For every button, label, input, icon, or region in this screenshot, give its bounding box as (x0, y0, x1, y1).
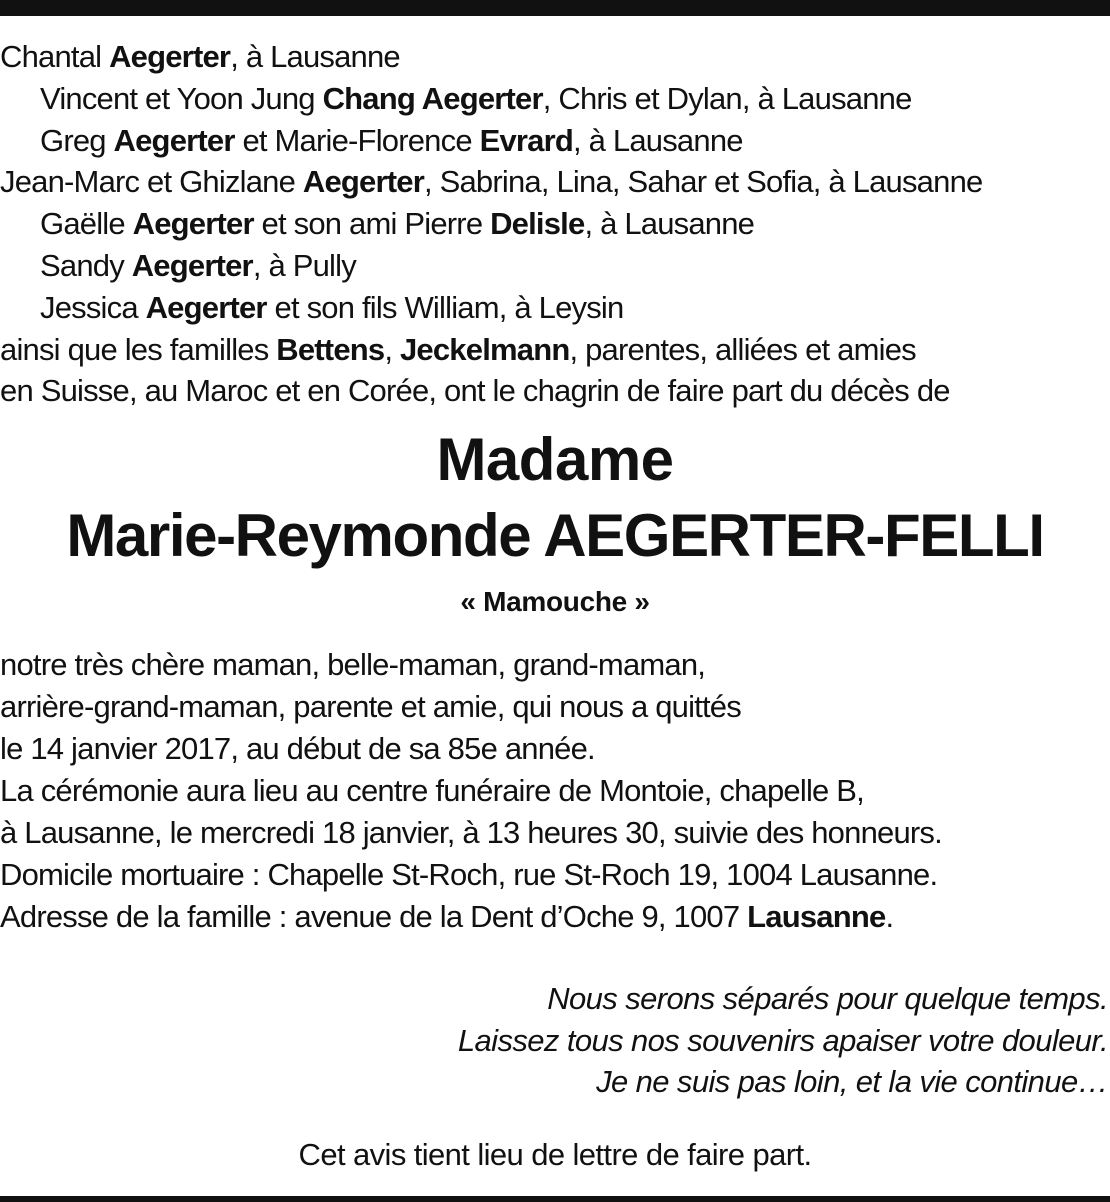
family-line (0, 36, 1110, 78)
family-line (0, 245, 1110, 287)
body-line (0, 896, 1110, 938)
text-segment: Domicile mortuaire : Chapelle St-Roch, rue St-Roch 19, 1004 Lausanne. (0, 857, 938, 892)
poem-line: Nous serons séparés pour quelque temps. (547, 981, 1108, 1016)
text-segment: , à Pully (252, 247, 356, 283)
family-line (0, 203, 1110, 245)
text-segment: Chantal (0, 39, 110, 74)
poem (458, 978, 1108, 1103)
bold-name: Aegerter (131, 247, 253, 283)
family-line (0, 370, 1110, 412)
bold-name: Aegerter (302, 164, 424, 200)
deceased-nickname: « Mamouche » (460, 586, 650, 617)
text-segment: , parentes, alliées et amies (569, 331, 916, 367)
body-line (0, 728, 1110, 770)
bold-name: Aegerter (109, 39, 231, 74)
poem-line: Je ne suis pas loin, et la vie continue… (596, 1064, 1108, 1099)
announcement-body (0, 644, 1110, 938)
deceased-heading (0, 428, 1110, 622)
bold-name: Chang Aegerter (322, 80, 543, 116)
top-border-rule (0, 0, 1110, 16)
body-line (0, 812, 1110, 854)
text-segment: Gaëlle (40, 206, 133, 242)
text-segment: , Chris et Dylan, à Lausanne (542, 80, 912, 116)
text-segment: , Sabrina, Lina, Sahar et Sofia, à Lausanne (423, 164, 983, 200)
text-segment: , (384, 331, 400, 367)
family-line (0, 78, 1110, 120)
bold-name: Evrard (479, 122, 574, 158)
text-segment: Sandy (40, 247, 132, 283)
bold-name: Lausanne (747, 899, 886, 934)
text-segment: le 14 janvier 2017, au début de sa 85e année. (0, 731, 595, 766)
text-segment: , à Lausanne (584, 206, 755, 242)
bold-name: Jeckelmann (399, 331, 570, 367)
text-segment: , à Lausanne (573, 122, 743, 158)
text-segment: Jessica (40, 289, 146, 325)
family-line (0, 161, 1110, 203)
text-segment: arrière-grand-maman, parente et amie, qui nous a quittés (0, 689, 741, 724)
text-segment: Adresse de la famille : avenue de la Dent d’Oche 9, 1007 (0, 899, 748, 934)
text-segment: Vincent et Yoon Jung (40, 80, 323, 116)
text-segment: Greg (40, 122, 114, 158)
bold-name: Aegerter (145, 289, 267, 325)
bold-name: Bettens (276, 331, 385, 367)
text-segment: et son fils William, à Leysin (266, 289, 624, 325)
deceased-name: Marie-Reymonde AEGERTER-FELLI (66, 502, 1044, 569)
body-line (0, 770, 1110, 812)
text-segment: et Marie-Florence (234, 122, 480, 158)
body-line (0, 686, 1110, 728)
family-line (0, 120, 1110, 162)
deceased-title: Madame (436, 426, 674, 493)
text-segment: à Lausanne, le mercredi 18 janvier, à 13 heures 30, suivie des honneurs. (0, 815, 942, 850)
text-segment: notre très chère maman, belle-maman, grand-maman, (0, 647, 706, 682)
text-segment: . (885, 899, 894, 934)
text-segment: en Suisse, au Maroc et en Corée, ont le chagrin de faire part du décès de (0, 373, 950, 409)
bottom-border-rule (0, 1196, 1110, 1202)
families-list (0, 36, 1110, 412)
body-line (0, 854, 1110, 896)
family-line (0, 287, 1110, 329)
text-segment: Jean-Marc et Ghizlane (0, 164, 303, 200)
text-segment: La cérémonie aura lieu au centre funéraire de Montoie, chapelle B, (0, 773, 864, 808)
family-line (0, 329, 1110, 371)
text-segment: et son ami Pierre (253, 206, 491, 242)
body-line (0, 644, 1110, 686)
bold-name: Aegerter (113, 122, 235, 158)
bold-name: Aegerter (132, 206, 254, 242)
text-segment: ainsi que les familles (0, 331, 277, 367)
poem-line: Laissez tous nos souvenirs apaiser votre douleur. (457, 1022, 1108, 1058)
closing-note: Cet avis tient lieu de lettre de faire part. (298, 1137, 812, 1172)
bold-name: Delisle (490, 206, 585, 242)
text-segment: , à Lausanne (230, 39, 400, 74)
